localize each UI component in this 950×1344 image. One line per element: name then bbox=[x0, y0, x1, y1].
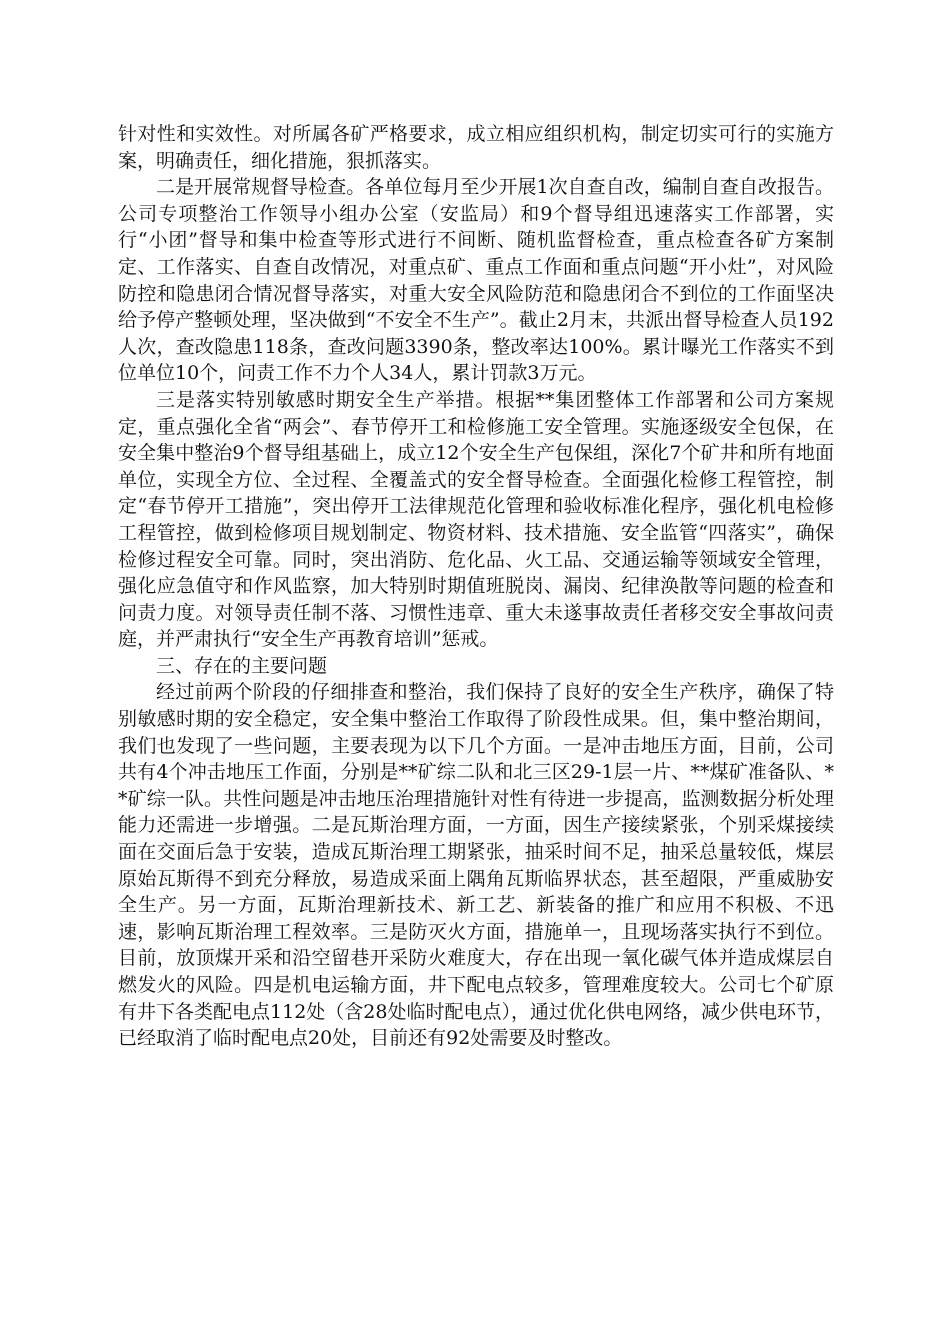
paragraph-main-problems: 经过前两个阶段的仔细排查和整治，我们保持了良好的安全生产秩序，确保了特别敏感时期的安全稳定，安全集中整治工作取得了阶段性成果。但，集中整治期间，我们也发现了一些问题，主要表现为以下几个方面。一是冲击地压方面，目前，公司共有4个冲击地压工作面，分别是**矿综二队和北三区29-1层一片、**煤矿准备队、**矿综一队。共性问题是冲击地压治理措施针对性有待进一步提高，监测数据分析处理能力还需进一步增强。二是瓦斯治理方面，一方面，因生产接续紧张，个别采煤接续面在交面后急于安装，造成瓦斯治理工期紧张，抽采时间不足，抽采总量较低，煤层原始瓦斯得不到充分释放，易造成采面上隅角瓦斯临界状态，甚至超限，严重威胁安全生产。另一方面，瓦斯治理新技术、新工艺、新装备的推广和应用不积极、不迅速，影响瓦斯治理工程效率。三是防灭火方面，措施单一，且现场落实执行不到位。目前，放顶煤开采和沿空留巷开采防火难度大，存在出现一氧化碳气体并造成煤层自燃发火的风险。四是机电运输方面，井下配电点较多，管理难度较大。公司七个矿原有井下各类配电点112处（含28处临时配电点），通过优化供电网络，减少供电环节，已经取消了临时配电点20处，目前还有92处需要及时整改。 bbox=[118, 681, 834, 1050]
paragraph-sensitive-period-measures: 三是落实特别敏感时期安全生产举措。根据**集团整体工作部署和公司方案规定，重点强化全省“两会”、春节停开工和检修施工安全管理。实施逐级安全包保，在安全集中整治9个督导组基础上，成立12个安全生产包保组，深化7个矿井和所有地面单位，实现全方位、全过程、全覆盖式的安全督导检查。全面强化检修工程管控，制定“春节停开工措施”，突出停开工法律规范化管理和验收标准化程序，强化机电检修工程管控，做到检修项目规划制定、物资材料、技术措施、安全监管“四落实”，确保检修过程安全可靠。同时，突出消防、危化品、火工品、交通运输等领域安全管理，强化应急值守和作风监察，加大特别时期值班脱岗、漏岗、纪律涣散等问题的检查和问责力度。对领导责任制不落、习惯性违章、重大未遂事故责任者移交安全事故问责庭，并严肃执行“安全生产再教育培训”惩戒。 bbox=[118, 388, 834, 651]
paragraph-continuation: 针对性和实效性。对所属各矿严格要求，成立相应组织机构，制定切实可行的实施方案，明确责任，细化措施，狠抓落实。 bbox=[118, 123, 834, 172]
section-heading-main-problems: 三、存在的主要问题 bbox=[156, 654, 328, 677]
paragraph-routine-inspection: 二是开展常规督导检查。各单位每月至少开展1次自查自改，编制自查自改报告。公司专项整治工作领导小组办公室（安监局）和9个督导组迅速落实工作部署，实行“小团”督导和集中检查等形式进行不间断、随机监督检查，重点检查各矿方案制定、工作落实、自查自改情况，对重点矿、重点工作面和重点问题“开小灶”，对风险防控和隐患闭合情况督导落实，对重大安全风险防范和隐患闭合不到位的工作面坚决给予停产整顿处理，坚决做到“不安全不生产”。截止2月末，共派出督导检查人员192人次，查改隐患118条，查改问题3390条，整改率达100%。累计曝光工作落实不到位单位10个，问责工作不力个人34人，累计罚款3万元。 bbox=[118, 176, 834, 385]
document-page bbox=[118, 121, 834, 1052]
